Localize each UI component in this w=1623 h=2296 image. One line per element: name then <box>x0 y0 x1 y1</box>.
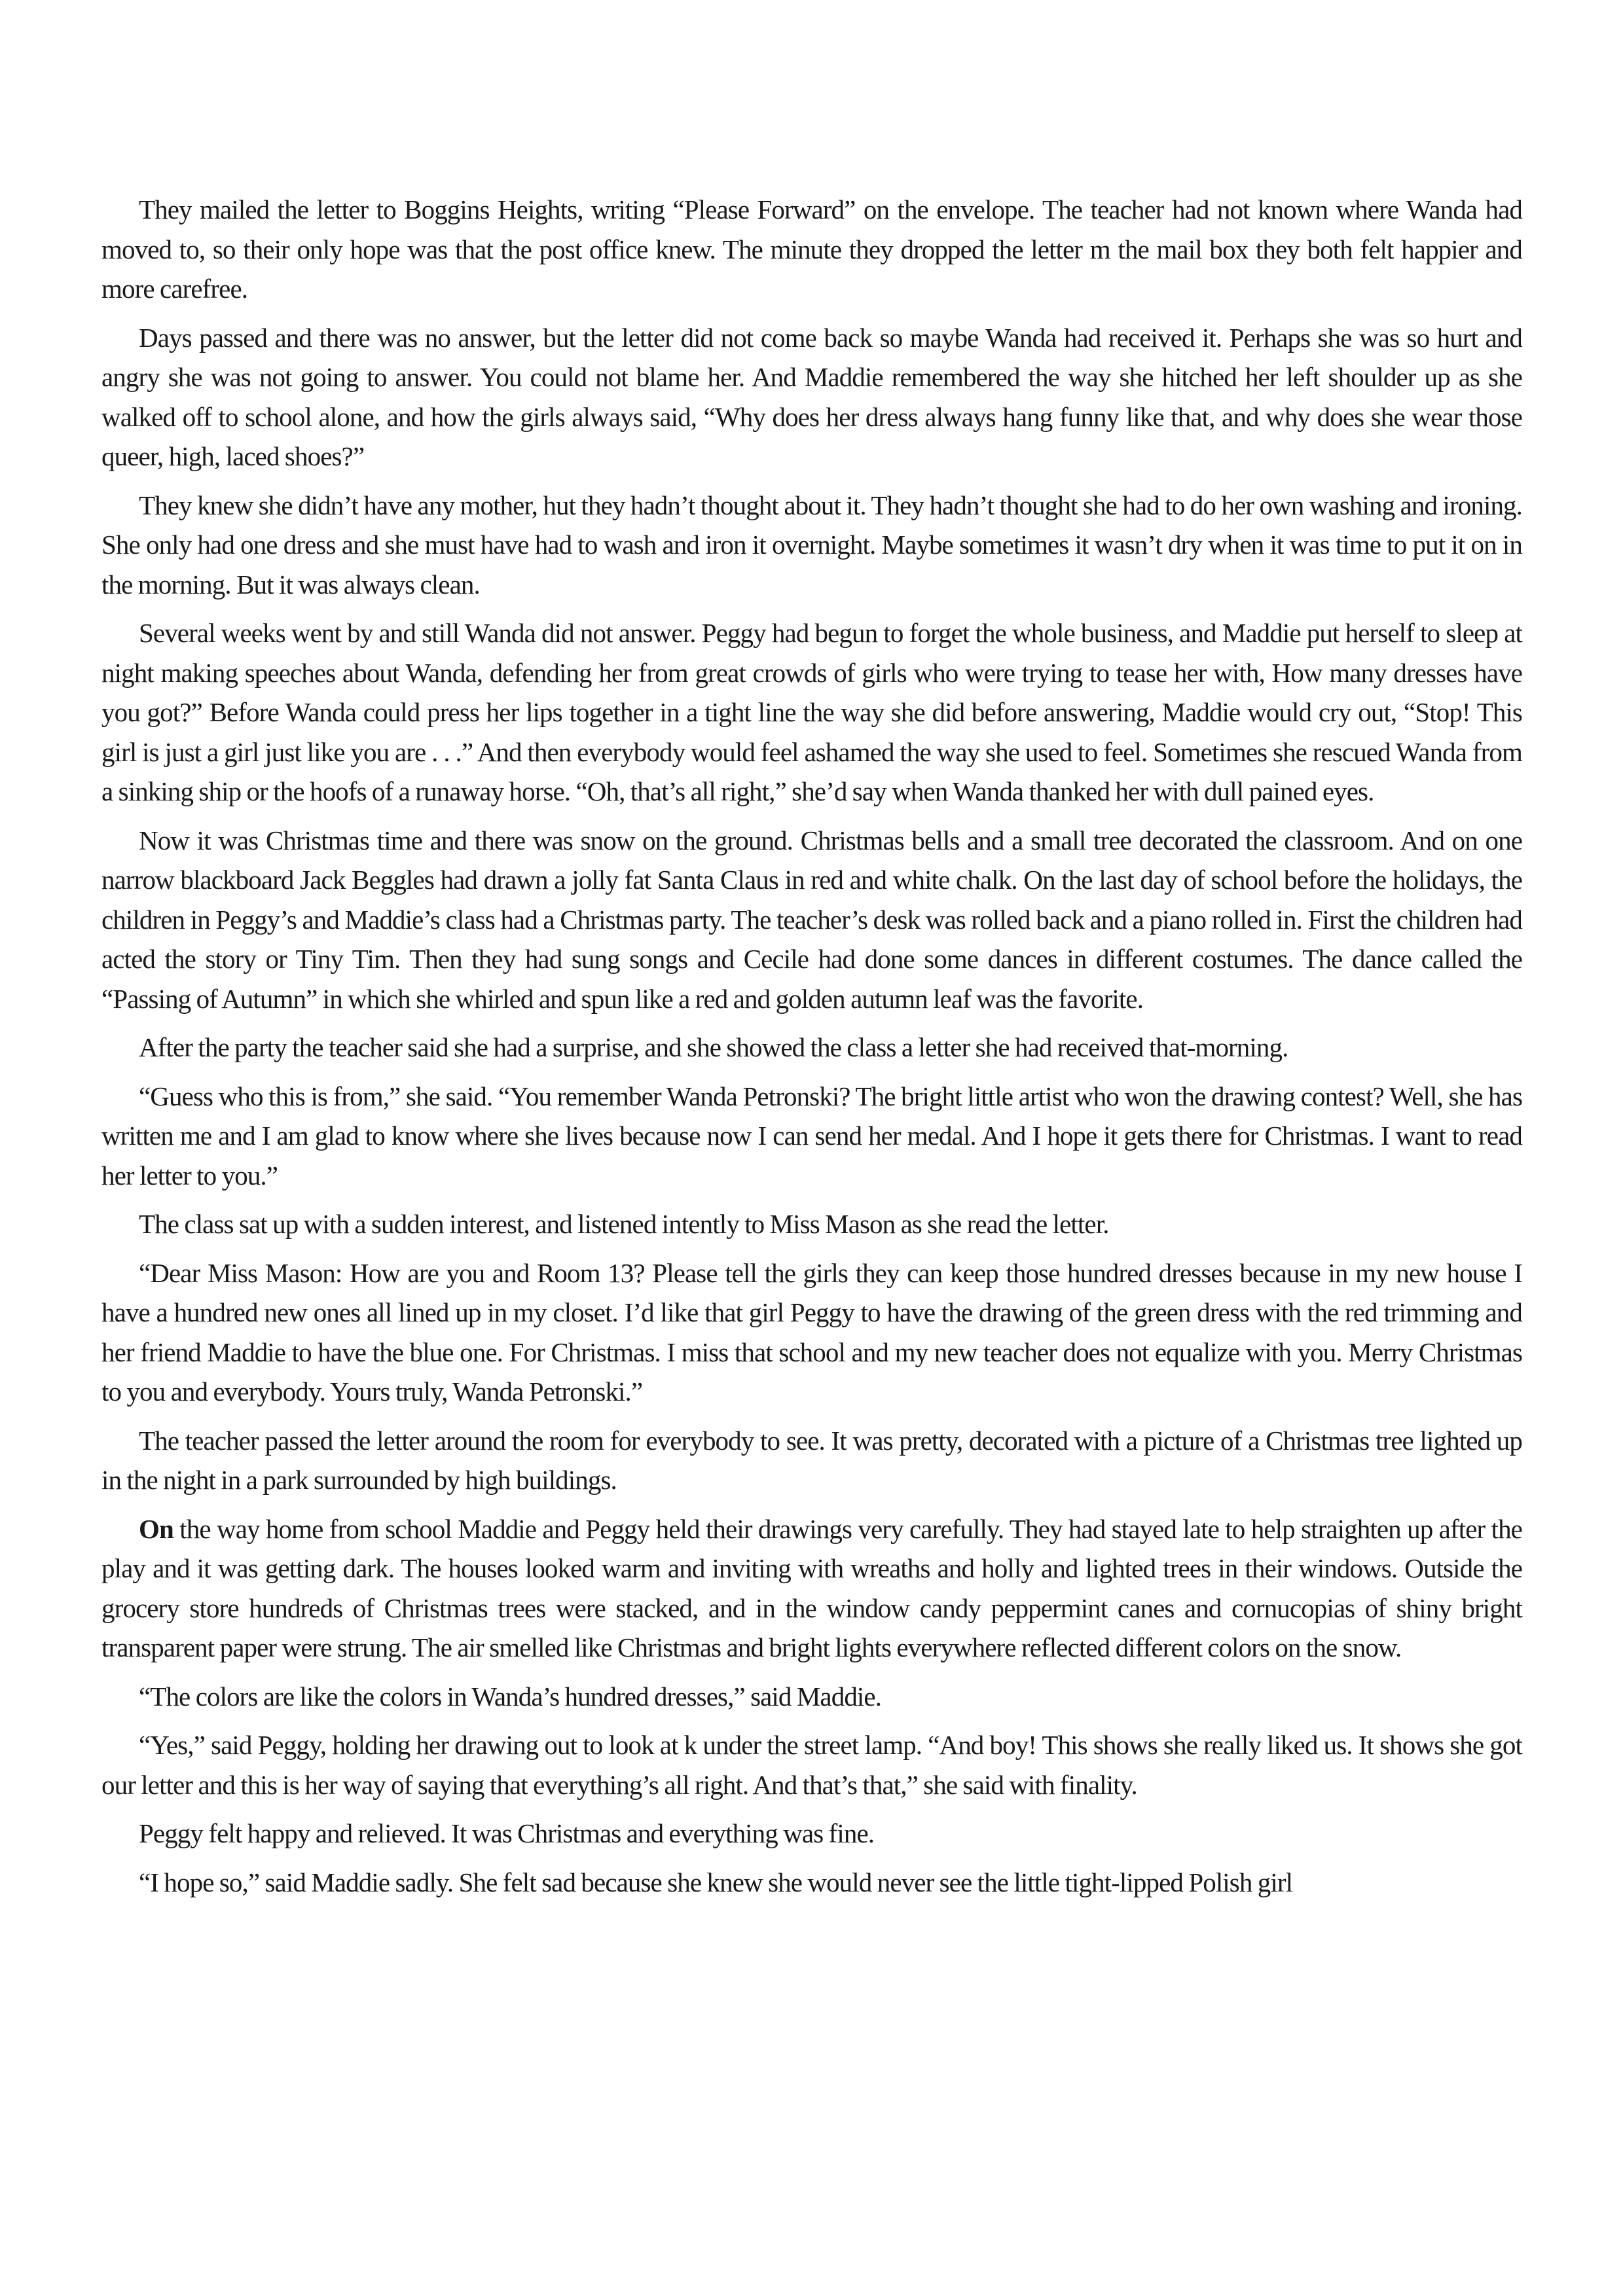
paragraph-6: After the party the teacher said she had a surprise, and she showed the class a letter she had received that-morning. <box>139 1032 1288 1062</box>
paragraph-11 <box>101 1509 1522 1668</box>
paragraph-14: Peggy felt happy and relieved. It was Christmas and everything was fine. <box>139 1818 875 1848</box>
paragraph-4: Several weeks went by and still Wanda did not answer. Peggy had begun to forget the whole business, and Maddie put herself to sleep at night making speeches about Wanda, defending her from great crowds of girls who were trying to tease her with, How many dresses have you got?” Before Wanda could press her lips together in a tight line the way she did before answering, Maddie would cry out, “Stop! This girl is just a girl just like you are . . .” And then everybody would feel ashamed the way she used to feel. Sometimes she rescued Wanda from a sinking ship or the hoofs of a runaway horse. “Oh, that’s all right,” she’d say when Wanda thanked her with dull pained eyes. <box>101 618 1522 806</box>
paragraph-11-text: the way home from school Maddie and Peggy held their drawings very carefully. They had stayed late to help straighten up after the play and it was getting dark. The houses looked warm and inviting with wreaths and holly and lighted trees in their windows. Outside the grocery store hundreds of Christmas trees were stacked, and in the window candy peppermint canes and cornucopias of shiny bright transparent paper were strung. The air smelled like Christmas and bright lights everywhere reflected different colors on the snow. <box>101 1513 1522 1662</box>
paragraph-15: “I hope so,” said Maddie sadly. She felt sad because she knew she would never see the little tight-lipped Polish girl <box>139 1867 1293 1897</box>
paragraph-5: Now it was Christmas time and there was snow on the ground. Christmas bells and a small tree decorated the classroom. And on one narrow blackboard Jack Beggles had drawn a jolly fat Santa Claus in red and white chalk. On the last day of school before the holidays, the children in Peggy’s and Maddie’s class had a Christmas party. The teacher’s desk was rolled back and a piano rolled in. First the children had acted the story or Tiny Tim. Then they had sung songs and Cecile had done some dances in different costumes. The dance called the “Passing of Autumn” in which she whirled and spun like a red and golden autumn leaf was the favorite. <box>101 825 1522 1014</box>
paragraph-13: “Yes,” said Peggy, holding her drawing out to look at k under the street lamp. “And boy! This shows she really liked us. It shows she got our letter and this is her way of saying that everything’s all right. And that’s that,” she said with finality. <box>101 1730 1522 1800</box>
paragraph-7: “Guess who this is from,” she said. “You remember Wanda Petronski? The bright little artist who won the drawing contest? Well, she has written me and I am glad to know where she lives because now I can send her medal. And I hope it gets there for Christmas. I want to read her letter to you.” <box>101 1081 1522 1191</box>
document-page <box>101 190 1522 1911</box>
paragraph-9: “Dear Miss Mason: How are you and Room 13? Please tell the girls they can keep those hundred dresses because in my new house I have a hundred new ones all lined up in my closet. I’d like that girl Peggy to have the drawing of the green dress with the red trimming and her friend Maddie to have the blue one. For Christmas. I miss that school and my new teacher does not equalize with you. Merry Christmas to you and everybody. Yours truly, Wanda Petronski.” <box>101 1257 1522 1407</box>
paragraph-11-lead: On <box>139 1513 173 1544</box>
paragraph-12: “The colors are like the colors in Wanda’s hundred dresses,” said Maddie. <box>139 1681 882 1712</box>
paragraph-8: The class sat up with a sudden interest, and listened intently to Miss Mason as she read the letter. <box>139 1209 1109 1239</box>
paragraph-1: They mailed the letter to Boggins Heights, writing “Please Forward” on the envelope. The teacher had not known where Wanda had moved to, so their only hope was that the post office knew. The minute they dropped the letter m the mail box they both felt happier and more carefree. <box>101 194 1522 304</box>
paragraph-3: They knew she didn’t have any mother, hut they hadn’t thought about it. They hadn’t thought she had to do her own washing and ironing. She only had one dress and she must have had to wash and iron it overnight. Maybe sometimes it wasn’t dry when it was time to put it on in the morning. But it was always clean. <box>101 490 1522 600</box>
paragraph-10: The teacher passed the letter around the room for everybody to see. It was pretty, decorated with a picture of a Christmas tree lighted up in the night in a park surrounded by high buildings. <box>101 1425 1522 1495</box>
paragraph-2: Days passed and there was no answer, but the letter did not come back so maybe Wanda had received it. Perhaps she was so hurt and angry she was not going to answer. You could not blame her. And Maddie remembered the way she hitched her left shoulder up as she walked off to school alone, and how the girls always said, “Why does her dress always hang funny like that, and why does she wear those queer, high, laced shoes?” <box>101 322 1522 471</box>
